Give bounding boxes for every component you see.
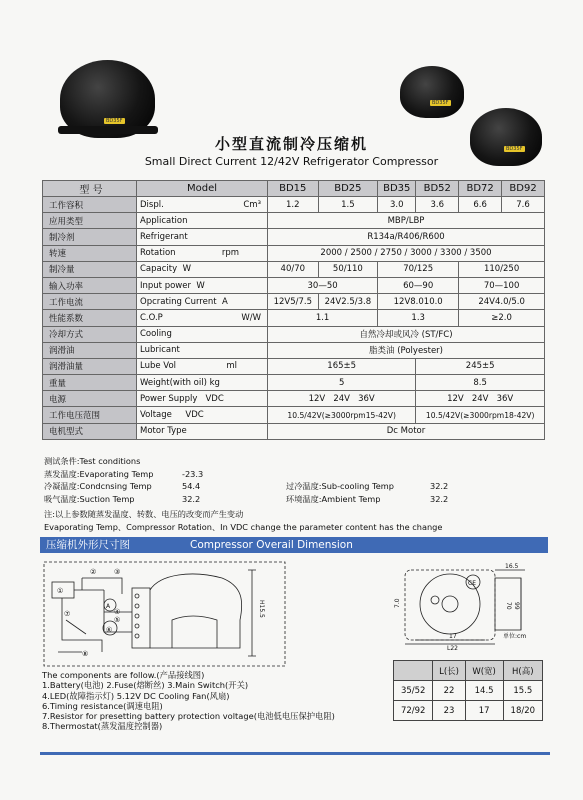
note-en: Evaporating Temp、Compressor Rotation、In VDC change the parameter content has the change	[44, 521, 443, 532]
spec-row-lubricant: 润滑油 Lubricant 脂类油 (Polyester)	[43, 342, 545, 358]
compressor-label: BD35F	[106, 118, 123, 124]
legend-line: 6.Timing resistance(调速电阻)	[42, 700, 163, 711]
compressor-image-right-top: BD35F	[400, 66, 464, 118]
spec-row-voltage: 工作电压范围 Voltage VDC 10.5/42V(≥3000rpm15-42V) 10.5/42V(≥3000rpm18-42V)	[43, 407, 545, 423]
model-col: BD15	[268, 181, 319, 197]
spec-header-row	[43, 181, 545, 197]
test-conditions: 测试条件:Test conditions 蒸发温度:Evaporating Temp -23.3 冷凝温度:Condcnsing Temp 54.4 过冷温度:Sub-cooling Temp 32.2 吸气温度:Suction Temp 32.2 环境温度:Ambient Temp 32.2 注:以上参数随蒸发温度、转数、电压的改变而产生变动 Evaporating Temp、Compressor Rotation、In VDC change the parameter content has the change	[44, 455, 549, 533]
spec-table	[42, 180, 545, 440]
spec-row-rotation: 转速 Rotation rpm 2000 / 2500 / 2750 / 3000 / 3300 / 3500	[43, 245, 545, 261]
spec-row-capacity: 制冷量 Capacity W 40/70 50/110 70/125 110/250	[43, 261, 545, 277]
spec-row-displ: 工作容积 Displ. Cm³ 1.2 1.5 3.0 3.6 6.6 7.6	[43, 197, 545, 213]
dimension-section-band	[40, 537, 548, 553]
spec-row-cooling: 冷却方式 Cooling 自然冷却或风冷 (ST/FC)	[43, 326, 545, 342]
spec-row-application: 应用类型 Application MBP/LBP	[43, 213, 545, 229]
dim-7-0: 7.0	[394, 598, 401, 608]
spec-row-cop: 性能系数 C.O.P W/W 1.1 1.3 ≥2.0	[43, 310, 545, 326]
footer-line	[40, 752, 550, 755]
components-legend	[42, 670, 335, 732]
svg-text:⑥: ⑥	[106, 626, 113, 634]
compressor-image-right-bottom: BD35F	[470, 108, 542, 166]
model-col: BD92	[502, 181, 545, 197]
spec-row-input-power: 输入功率 Input power W 30—50 60—90 70—100	[43, 277, 545, 293]
band-title-cn: 压缩机外形尺寸图	[46, 539, 130, 551]
legend-line: 8.Thermostat(蒸发温度控制器)	[42, 721, 163, 732]
model-cn: 型 号	[43, 181, 137, 197]
dim-99: 99	[513, 602, 520, 610]
table-row: 35/52 22 14.5 15.5	[394, 681, 543, 701]
model-col: BD52	[416, 181, 459, 197]
legend-intro: The components are follow.(产品接线图)	[42, 670, 205, 680]
table-row: 72/92 23 17 18/20	[394, 701, 543, 721]
compressor-image-left	[60, 60, 155, 138]
conditions-heading: 测试条件:Test conditions	[44, 456, 141, 466]
svg-text:⑧: ⑧	[82, 650, 89, 658]
spec-row-refrigerant: 制冷剂 Refrigerant R134a/R406/R600	[43, 229, 545, 245]
spec-row-current: 工作电流 Opcrating Current A 12V5/7.5 24V2.5/3.8 12V8.010.0 24V4.0/5.0	[43, 294, 545, 310]
model-en: Model	[137, 181, 268, 197]
dim-70: 70	[505, 602, 512, 610]
dimension-table: L(长) W(宽) H(高) 35/52 22 14.5 15.5 72/92 23 17 18/20	[393, 660, 543, 721]
page-title-cn: 小型直流制冷压缩机	[214, 135, 368, 153]
page-title-en: Small Direct Current 12/42V Refrigerator Compressor	[144, 155, 439, 168]
svg-text:③: ③	[114, 568, 121, 576]
ce-mark: CE	[468, 580, 476, 587]
spec-row-power-supply: 电源 Power Supply VDC 12V 24V 36V 12V 24V 36V	[43, 391, 545, 407]
length-label: L22	[447, 645, 458, 652]
band-title-en: Compressor Overail Dimension	[190, 539, 353, 551]
svg-text:④: ④	[114, 608, 121, 616]
svg-text:②: ②	[90, 568, 97, 576]
dim-16-5: 16.5	[505, 563, 519, 570]
legend-line: 7.Resistor for presetting battery protection voltage(电池低电压保护电阻)	[42, 711, 335, 722]
svg-text:⑤: ⑤	[114, 616, 121, 624]
unit-label: 单位:cm	[503, 633, 527, 640]
model-col: BD25	[318, 181, 378, 197]
battery-marker: ①	[57, 587, 64, 595]
legend-line: 4.LED(故障指示灯) 5.12V DC Cooling Fan(风扇)	[42, 690, 230, 701]
spec-row-lube-vol: 润滑油量 Lube Vol ml 165±5 245±5	[43, 358, 545, 374]
note-cn: 注:以上参数随蒸发温度、转数、电压的改变而产生变动	[44, 509, 244, 519]
wiring-diagram	[42, 560, 287, 668]
spec-row-weight: 重量 Weight(with oil) kg 5 8.5	[43, 375, 545, 391]
svg-text:A: A	[106, 603, 111, 610]
spec-row-motor: 电机型式 Motor Type Dc Motor	[43, 423, 545, 439]
model-col: BD35	[378, 181, 416, 197]
model-col: BD72	[459, 181, 502, 197]
height-label: H15.5	[258, 600, 265, 618]
legend-line: 1.Battery(电池) 2.Fuse(熔断丝) 3.Main Switch(开关)	[42, 680, 249, 691]
dim-17: 17	[449, 633, 457, 640]
svg-text:⑦: ⑦	[64, 610, 71, 618]
dimension-drawing	[395, 560, 550, 652]
